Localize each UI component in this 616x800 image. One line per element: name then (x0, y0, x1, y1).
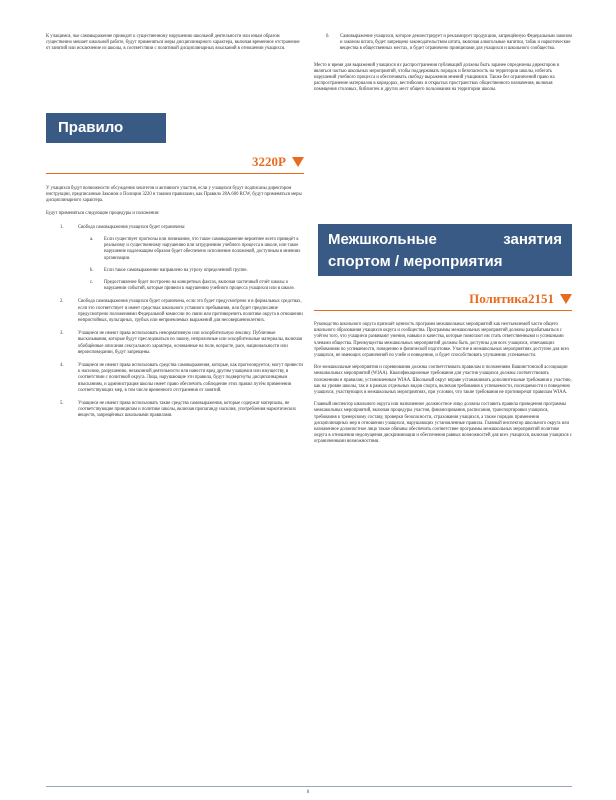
footer-divider (46, 786, 572, 787)
policy-intro-paragraph: У учащихся будут возможности обсуждения хештегов и активного участия, если у учащихся будут подписаны директором инструкции, предписанные Законом о Полиции 3220 и такими правилами, как Правило 28A.600 RCW, будут применяться меры дисциплинарного характера. (46, 186, 302, 204)
policy-code: 3220P (252, 154, 286, 169)
policy-heading-rule: Правило (46, 113, 166, 143)
list-item: 4. Учащиеся не имеют права использовать средства самовыражения, которые, как прогнозируется, могут привести к насилию, разрушению, незаконной деятельности или нанести вред другим учащимся или имуществу, в соответствии с политикой округа. Лица, нарушающие эти правила, будут подвергнуты дисциплинарным взысканиям, и администрация школы имеет право обеспечить соблюдение этих правил путём применения соответствующих мер, в том числе временного отстранения от занятий. (60, 363, 303, 393)
list-item: 3. Учащиеся не имеют права использовать ненормативную или оскорбительную лексику. Публичные высказывания, которые будут преследоваться по закону, неприличные или оскорбительные материалы, включая обобщённые описания сексуального характера, основанные на поле, возрасте, расе, национальности или вероисповедании, будут запрещены. (60, 331, 302, 355)
policy-code-label: Политика (469, 291, 528, 306)
triangle-down-icon (560, 294, 572, 304)
sub-list (78, 237, 304, 292)
triangle-down-icon (292, 157, 304, 167)
sub-list-item: a. Если существует прогнозы или понимание, что такое самовыражение вероятнее всего приведёт к реальному и существенному нарушению или затруднению учебного процесса в школе, или такое нарушение надлежащим образом будет обеспечено исполнение положений, доступным в мнениях организации. (90, 237, 301, 261)
left-column (46, 34, 304, 53)
policy-code-row-2 (314, 290, 572, 311)
sports-paragraph-3: Главный инспектор школьного округа или назначенное должностное лицо должны составить правила проведения программы межшкольных мероприятий, включая процедуры участия, финансирования, расписания, транспортировки учащихся, требования к тренерскому составу, проверки безопасности, страхования учащихся, а также порядок применения дисциплинарных мер в отношении учащихся, нарушающих установленные правила. Главный инспектор школьного округа или назначенное должностное лицо также обязаны обеспечить соответствие программы межшкольных мероприятий политике округа в отношении недопущения дискриминации и обеспечения равных возможностей для всех учащихся, включая учащихся с ограниченными возможностями. (314, 402, 572, 445)
list-item: 5. Учащиеся не имеют права использовать такие средства самовыражения, которые содержат материалы, не соответствующие принципам и политике школы, включая пропаганду насилия, употребления наркотических веществ, запрещённых школьными правилами. (60, 401, 297, 419)
sub-list-item: b. Если такое самовыражение направлено на угрозу определенной группе. (90, 267, 248, 273)
left-column-body (46, 186, 304, 427)
list-item: 1. Свобода самовыражения учащихся будет ограничена: a. Если существует прогнозы или понимание, что такое самовыражение вероятнее всего приведёт к реальному и существенному нарушению или затруднению учебного процесса в школе, или такое нарушение надлежащим образом будет обеспечено исполнение положений, доступным в мнениях организации. b. Если такое самовыражение направлено на угрозу определенной группе. c. Предоставление будет построено на конкретных фактах, включая частичный отчёт школы о нарушении событий, которые привели к нарушению учебного процесса учащихся или в школе. (46, 225, 304, 293)
placement-paragraph: Место и время для выражений учащихся их распространения публикаций должны быть заранее определены директором и являться частью школьных мероприятий, чтобы поддерживать порядок и безопасность на территории школы, избегать нарушений учебного процесса и обеспечивать свободу выражения мнений учащимися. Также без ограничений право на распространение материалов в коридорах, вестибюлях и открытых пространствах общественного назначения, включая помещения столовых, библиотек и других мест общего пользования на территории школы. (314, 62, 560, 93)
list-item: 6. Самовыражение учащихся, которое демонстрирует и рекламирует продукцию, запрещённую Федеральным законом и законом штата, будет запрещено законодательством штата, включая алкогольные напитки, табак и наркотические вещества в общественных местах, и будет ограничено принципами для учащихся и школьного сообщества. (326, 34, 572, 52)
sports-paragraph-2: Все межшкольные мероприятия и соревнования должны соответствовать правилам и положениям Вашингтонской ассоциации межшкольных мероприятий (WIAA). Квалификационные требования для участия учащихся должны соответствовать положениям и правилам, установленным WIAA. Школьный округ вправе устанавливать дополнительные требования к участию, как на уровне школы, так и в рамках отдельных видов спорта, включая требования к успеваемости, посещаемости и поведению учащихся, участвующих в межшкольных мероприятиях, при условии, что такие требования не противоречат правилам WIAA. (314, 365, 572, 396)
page-number: 8 (306, 790, 310, 795)
policy-code-number: 2151 (528, 291, 554, 306)
sports-paragraph-1: Руководство школьного округа признаёт ценность программ межшкольных мероприятий как неотъемлемой части общего школьного образования учащихся округа и сообщества. Программы межшкольных мероприятий должны разрабатываться с учётом того, что учащиеся развивают умения, навыки и качества, которые помогают им стать ответственными и успешными членами общества. Преимущества межшкольных мероприятий должны быть доступны для всех учащихся, отвечающих требованиям по успеваемости, поведению и физической подготовке. Участие в межшкольных мероприятиях доступно для всех учащихся, не имеющих ограничений по учебе и поведению, и будет способствовать улучшению успеваемости. (314, 322, 570, 359)
left-intro-paragraph: К учащимся, чье самовыражение приводит к существенному нарушению школьной деятельности или иным образом существенно мешает школьной работе, будут применяться меры дисциплинарного характера, включая временное отстранение от занятий или исключение из школы, в соответствии с политикой дисциплинарных взысканий в отношении учащихся. (46, 34, 300, 52)
procedures-list (46, 225, 304, 420)
sub-list-item: c. Предоставление будет построено на конкретных фактах, включая частичный отчёт школы о нарушении событий, которые привели к нарушению учебного процесса учащихся или в школе. (90, 280, 295, 292)
procedures-intro: Будут применяться следующие процедуры и положения: (46, 210, 160, 216)
list-item: 2. Свобода самовыражения учащихся будет ограничена, если это будет предусмотрено и в формальных средствах, если это соответствует и имеет средствах школьного уставного пребывания, или будет предписание предусмотрено положениями Федеральной комиссии по связи или противоречить политике округа в отношении непристойных, вульгарных, грубых или неприемлемых выражений для несовершеннолетних. (60, 299, 303, 324)
policy-heading-sports: Межшкольные занятия спортом / мероприятия (318, 224, 572, 276)
right-column (314, 34, 572, 94)
policy-code-row (46, 153, 304, 174)
right-column-body (314, 322, 572, 446)
